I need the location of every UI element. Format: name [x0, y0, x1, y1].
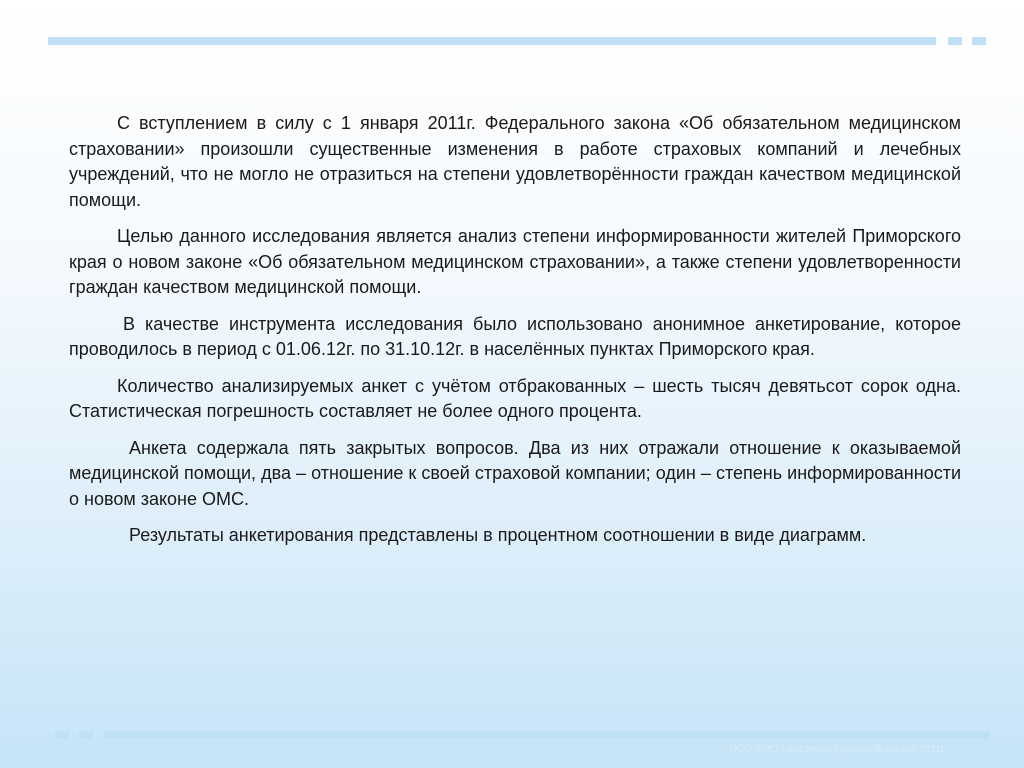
top-decorative-bar: [48, 37, 936, 45]
paragraph-questionnaire: Анкета содержала пять закрытых вопросов. Два из них отражали отношение к оказываемой медицинской помощи, два – отношение к своей страховой компании; один – степень информированности о новом законе ОМС.: [69, 437, 961, 509]
bottom-decorative-bar: [104, 731, 990, 739]
slide-body-text: [69, 111, 961, 560]
paragraph-method: В качестве инструмента исследования было использовано анонимное анкетирование, которое проводилось в период с 01.06.12г. по 31.10.12г. в населённых пунктах Приморского края.: [69, 313, 961, 359]
footer-caption: ООО СМО «Восточно-страховой альянс 2011г.: [729, 744, 946, 755]
paragraph-intro: С вступлением в силу с 1 января 2011г. Федерального закона «Об обязательном медицинском страховании» произошли существенные изменения в работе страховых компаний и лечебных учреждений, что не могло не отразиться на степени удовлетворённости граждан качеством медицинской помощи.: [69, 113, 961, 210]
top-decorative-square: [972, 37, 986, 45]
bottom-decorative-square: [79, 731, 93, 739]
bottom-decorative-square: [55, 731, 69, 739]
paragraph-results: Результаты анкетирования представлены в процентном соотношении в виде диаграмм.: [129, 525, 867, 545]
paragraph-sample: Количество анализируемых анкет с учётом отбракованных – шесть тысяч девятьсот сорок одна. Статистическая погрешность составляет не более одного процента.: [69, 375, 961, 421]
top-decorative-square: [948, 37, 962, 45]
paragraph-goal: Целью данного исследования является анализ степени информированности жителей Приморского края о новом законе «Об обязательном медицинском страховании», а также степени удовлетворенности граждан качеством медицинской помощи.: [69, 226, 961, 297]
